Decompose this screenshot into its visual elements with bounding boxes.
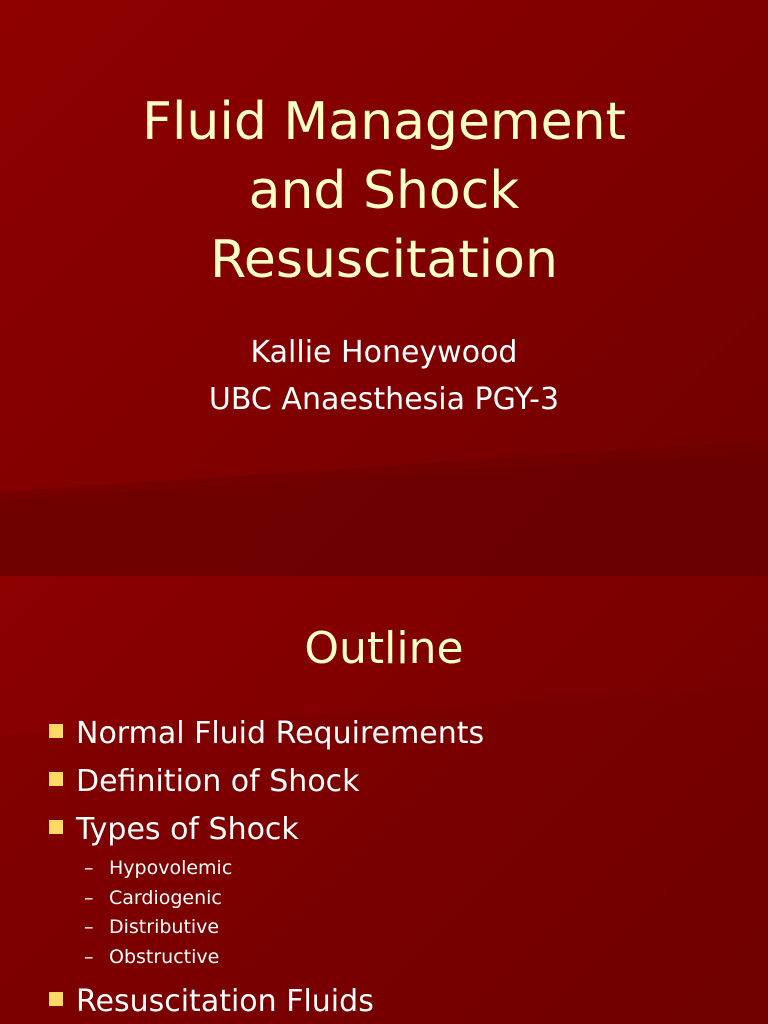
dash-icon: –: [84, 945, 94, 968]
bullet-item: [0, 978, 768, 1024]
bullet-item: [0, 806, 768, 854]
bullet-label: Normal Fluid Requirements: [76, 716, 485, 751]
outline-slide: [0, 576, 768, 1024]
sub-bullet-label: Hypovolemic: [109, 857, 233, 879]
square-bullet-icon: [49, 992, 63, 1006]
slide-title: Outline: [304, 623, 464, 674]
sub-bullet-label: Cardiogenic: [109, 886, 222, 909]
square-bullet-icon: [49, 820, 63, 834]
sub-bullet-label: Obstructive: [109, 945, 220, 968]
sub-bullet-item: [0, 943, 768, 973]
square-bullet-icon: [49, 772, 63, 786]
dash-icon: –: [84, 857, 94, 879]
bullet-item: [0, 710, 768, 758]
bullet-list: [0, 710, 768, 1024]
square-bullet-icon: [49, 724, 63, 738]
bullet-label: Types of Shock: [76, 812, 299, 847]
author-name: Kallie Honeywood: [250, 335, 518, 370]
title-line: and Shock: [248, 161, 520, 221]
bullet-label: Resuscitation Fluids: [76, 984, 374, 1019]
sub-bullet-item: [0, 884, 768, 914]
presentation-title: [0, 88, 768, 295]
bullet-item: [0, 758, 768, 806]
sub-bullet-group: [0, 854, 768, 972]
sub-bullet-label: Distributive: [109, 916, 220, 938]
dash-icon: –: [84, 886, 94, 909]
author-affiliation: UBC Anaesthesia PGY-3: [208, 382, 560, 417]
sub-bullet-item: [0, 913, 768, 943]
sub-bullet-item: [0, 854, 768, 884]
title-line: Fluid Management: [142, 92, 626, 152]
bullet-label: Definition of Shock: [76, 764, 360, 799]
title-line: Resuscitation: [210, 230, 558, 290]
sub-bullet-list: [0, 854, 768, 972]
dash-icon: –: [84, 916, 94, 938]
